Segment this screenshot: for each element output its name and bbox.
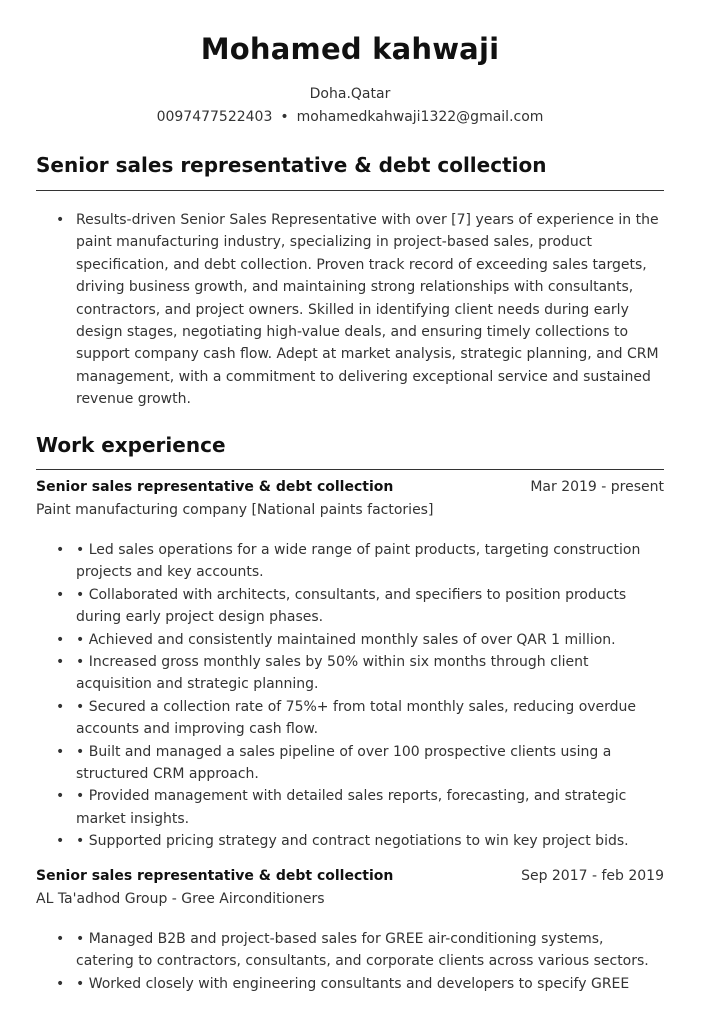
job-bullet [36, 584, 664, 629]
email-address: mohamedkahwaji1322@gmail.com [296, 109, 544, 125]
job-bullet [36, 539, 664, 584]
summary-list [36, 209, 664, 411]
job-bullet-text: • Secured a collection rate of 75%+ from total monthly sales, reducing overdue accounts and improving cash flow. [76, 698, 637, 738]
job-bullet-text: • Provided management with detailed sales reports, forecasting, and strategic market insights. [76, 788, 627, 827]
bullet-dot: • [56, 542, 65, 558]
job-bullet [36, 785, 664, 830]
bullet-dot: • [56, 631, 65, 648]
bullet-dot: • [56, 833, 65, 850]
job-bullets [36, 539, 664, 853]
summary-heading: Senior sales representative & debt collection [36, 153, 547, 177]
bullet-dot: • [56, 788, 65, 805]
phone-number: 0097477522403 [156, 109, 273, 125]
bullet-dot: • [56, 212, 65, 228]
job-dates: Sep 2017 - feb 2019 [521, 868, 664, 884]
work-experience-heading: Work experience [36, 433, 226, 457]
job-bullet-text: • Increased gross monthly sales by 50% within six months through client acquisition and strategic planning. [76, 654, 589, 693]
work-experience-divider [36, 469, 664, 470]
company-name: Paint manufacturing company [National paints factories] [36, 502, 434, 518]
bullet-dot: • [56, 931, 65, 947]
bullet-dot: • [56, 586, 65, 603]
job-bullets [36, 928, 664, 995]
job-header [36, 868, 664, 888]
job-title: Senior sales representative & debt collection [36, 868, 394, 884]
job-bullet [36, 696, 664, 741]
summary-item [36, 209, 664, 411]
contact-line [36, 109, 664, 125]
job-bullet-text: • Collaborated with architects, consultants, and specifiers to position products during early project design phases. [76, 586, 627, 626]
job-bullet [36, 928, 664, 973]
job-header [36, 479, 664, 499]
job-bullet [36, 973, 664, 995]
bullet-dot: • [56, 743, 65, 760]
job-bullet [36, 651, 664, 696]
job-dates: Mar 2019 - present [530, 479, 664, 495]
job-bullet-text: • Supported pricing strategy and contract negotiations to win key project bids. [76, 833, 629, 850]
job-bullet-text: • Achieved and consistently maintained monthly sales of over QAR 1 million. [76, 631, 616, 648]
job-bullet-text: • Led sales operations for a wide range of paint products, targeting construction projects and key accounts. [76, 542, 641, 581]
job-bullet-text: • Built and managed a sales pipeline of over 100 prospective clients using a structured CRM approach. [76, 743, 612, 783]
company-name: AL Ta'adhod Group - Gree Airconditioners [36, 891, 325, 907]
contact-separator: • [280, 109, 289, 125]
job-bullet [36, 629, 664, 651]
bullet-dot: • [56, 698, 65, 715]
job-bullet [36, 741, 664, 786]
job-title: Senior sales representative & debt collection [36, 479, 394, 495]
candidate-name: Mohamed kahwaji [200, 32, 500, 66]
bullet-dot: • [56, 654, 65, 671]
job-bullet [36, 830, 664, 852]
job-bullet-text: • Worked closely with engineering consultants and developers to specify GREE [76, 975, 630, 992]
location: Doha.Qatar [309, 86, 391, 102]
summary-divider [36, 190, 664, 191]
job-bullet-text: • Managed B2B and project-based sales for GREE air-conditioning systems, catering to contractors, consultants, and corporate clients across various sectors. [76, 931, 649, 970]
bullet-dot: • [56, 975, 65, 992]
summary-text: Results-driven Senior Sales Representative with over [7] years of experience in the paint manufacturing industry, specializing in project-based sales, product specification, and debt collection. Proven track record of exceeding sales targets, driving business growth, and maintaining strong relationships with consultants, contractors, and project owners. Skilled in identifying client needs during early design stages, negotiating high-value deals, and ensuring timely collections to support company cash flow. Adept at market analysis, strategic planning, and CRM management, with a commitment to delivering exceptional service and sustained revenue growth. [76, 212, 659, 408]
